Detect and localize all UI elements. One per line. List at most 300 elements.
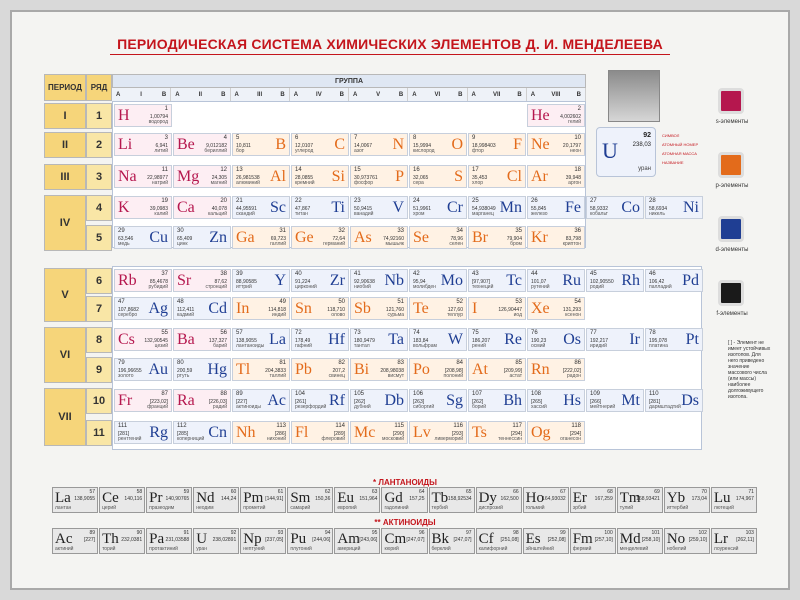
element-name: вольфрам	[413, 343, 437, 349]
row-label: 4	[86, 195, 112, 221]
element-Mc	[350, 421, 408, 444]
atomic-mass: 138,9055	[236, 338, 257, 344]
element-name: скандий	[236, 211, 255, 217]
subgroup-a-label: A	[353, 91, 358, 98]
element-Pu	[287, 528, 333, 554]
atomic-number: 67	[560, 489, 566, 495]
element-name: борий	[472, 404, 487, 410]
isotope-note: [ ] - Элемент не имеет устойчивых изотопов. Для него приведено значение массового числа (или массы) наиболее долгоживущего изотопа.	[728, 340, 771, 400]
element-name: бром	[510, 241, 522, 247]
atomic-number: 92	[230, 530, 237, 536]
atomic-mass: 14,0067	[354, 143, 373, 149]
lanthanides-row	[52, 487, 758, 513]
sample-symbol: U	[602, 138, 618, 163]
element-Eu	[334, 487, 380, 513]
element-name: лантан	[55, 505, 72, 511]
element-Sn	[291, 297, 349, 320]
element-Yb	[664, 487, 710, 513]
legend-swatch	[718, 152, 744, 178]
group-number: III	[257, 91, 263, 98]
atomic-mass: 174,967	[735, 496, 754, 502]
atomic-mass: 140,90765	[165, 496, 190, 502]
element-Er	[570, 487, 616, 513]
element-symbol: Cf	[478, 531, 494, 547]
element-symbol: Sm	[290, 490, 311, 506]
element-symbol: Mg	[177, 168, 200, 185]
element-name: празеодим	[149, 505, 175, 511]
atomic-number: 83	[397, 360, 404, 366]
atomic-number: 37	[161, 271, 168, 277]
subgroup-a-label: A	[471, 91, 476, 98]
element-Pb	[291, 358, 349, 381]
atomic-mass: 32,065	[413, 175, 429, 181]
atomic-mass: 107,8682	[118, 307, 139, 313]
element-symbol: Lv	[413, 424, 431, 441]
atomic-mass: [281]	[649, 399, 661, 405]
row-label: 11	[86, 420, 112, 446]
element-K	[114, 196, 172, 219]
element-Gd	[381, 487, 427, 513]
element-symbol: Eu	[337, 490, 355, 506]
atomic-mass: 121,760	[385, 307, 404, 313]
atomic-number: 19	[161, 198, 168, 204]
element-name: прометий	[243, 505, 266, 511]
element-name: лютеций	[713, 505, 734, 511]
atomic-number: 59	[183, 489, 190, 495]
element-Ni	[645, 196, 703, 219]
group-header: ГРУППА	[112, 74, 586, 88]
element-symbol: Cr	[447, 199, 463, 216]
atomic-mass: [285]	[177, 431, 189, 437]
element-symbol: Sn	[295, 300, 312, 317]
atomic-number: 44	[531, 271, 538, 277]
group-number: VIII	[551, 91, 561, 98]
sample-label: АТОМНЫЙ НОМЕР	[662, 142, 699, 147]
element-Os	[527, 328, 585, 351]
element-symbol: Te	[413, 300, 429, 317]
element-name: бериллий	[204, 148, 227, 154]
element-symbol: Al	[270, 168, 286, 185]
element-name: менделевий	[619, 546, 649, 552]
element-symbol: Ti	[331, 199, 345, 216]
element-symbol: Th	[102, 531, 119, 547]
atomic-mass: 39,0983	[149, 206, 168, 212]
atomic-number: 98	[513, 530, 519, 536]
element-symbol: Si	[331, 168, 345, 185]
element-symbol: Ac	[55, 531, 73, 547]
element-name: азот	[354, 148, 364, 154]
element-symbol: Ga	[236, 229, 255, 246]
group-VI	[408, 88, 467, 101]
element-symbol: Re	[504, 331, 522, 348]
element-name: углерод	[295, 148, 314, 154]
element-name: неон	[569, 148, 581, 154]
atomic-mass: 58,6934	[649, 206, 668, 212]
element-symbol: Sg	[446, 392, 463, 409]
element-Au	[114, 358, 172, 381]
element-symbol: Ni	[683, 199, 699, 216]
element-symbol: Co	[621, 199, 640, 216]
element-symbol: Dy	[478, 490, 497, 506]
atomic-mass: [209,99]	[503, 368, 522, 374]
element-Cn	[173, 421, 231, 444]
element-symbol: Ho	[525, 490, 544, 506]
element-name: золото	[118, 373, 134, 379]
element-name: медь	[118, 241, 130, 247]
element-name: литий	[154, 148, 168, 154]
element-name: серебро	[118, 312, 138, 318]
atomic-mass: [237,05]	[265, 537, 284, 543]
element-name: осмий	[531, 343, 546, 349]
element-name: таллий	[269, 373, 286, 379]
element-name: свинец	[328, 373, 345, 379]
atomic-mass: [257,10]	[594, 537, 613, 543]
subgroup-b-label: B	[161, 91, 167, 98]
element-S	[409, 165, 467, 188]
element-symbol: Ds	[681, 392, 699, 409]
sample-name: уран	[638, 166, 651, 172]
page-title: ПЕРИОДИЧЕСКАЯ СИСТЕМА ХИМИЧЕСКИХ ЭЛЕМЕНТОВ Д. И. МЕНДЕЛЕЕВА	[117, 36, 663, 52]
atomic-number: 70	[701, 489, 707, 495]
element-name: калифорний	[478, 546, 508, 552]
actinides-label: ** АКТИНОИДЫ	[374, 518, 436, 527]
element-symbol: Bi	[354, 361, 370, 378]
atomic-mass: [252,08]	[547, 537, 566, 543]
element-name: олово	[331, 312, 345, 318]
atomic-mass: 1,00794	[149, 114, 168, 120]
element-symbol: Rh	[621, 272, 640, 289]
atomic-number: 118	[571, 423, 581, 429]
atomic-mass: 150,36	[315, 496, 331, 502]
atomic-mass: 92,90638	[354, 279, 375, 285]
element-Se	[409, 226, 467, 249]
atomic-mass: 65,409	[177, 236, 193, 242]
element-Cf	[476, 528, 522, 554]
element-Hs	[527, 389, 585, 412]
atomic-number: 103	[745, 530, 754, 536]
element-He	[527, 104, 585, 127]
element-Am	[334, 528, 380, 554]
element-symbol: Pm	[243, 490, 264, 506]
element-Br	[468, 226, 526, 249]
element-name: мейтнерий	[590, 404, 616, 410]
element-symbol: K	[118, 199, 130, 216]
element-name: эрбий	[572, 505, 587, 511]
element-name: платина	[649, 343, 668, 349]
element-symbol: Ar	[531, 168, 548, 185]
element-symbol: Xe	[531, 300, 550, 317]
atomic-number: 110	[649, 391, 659, 397]
period-label: VI	[44, 327, 86, 383]
element-name: нептуний	[243, 546, 265, 552]
element-La	[232, 328, 290, 351]
element-symbol: Es	[525, 531, 541, 547]
element-Og	[527, 421, 585, 444]
element-symbol: Ru	[562, 272, 581, 289]
legend-swatch	[718, 280, 744, 306]
element-symbol: Cu	[149, 229, 168, 246]
atomic-mass: 78,96	[450, 236, 463, 242]
atomic-mass: [294]	[510, 431, 522, 437]
atomic-number: 62	[324, 489, 331, 495]
element-name: фтор	[472, 148, 484, 154]
element-symbol: Rg	[149, 424, 168, 441]
atomic-mass: [262,11]	[736, 537, 754, 543]
atomic-number: 61	[277, 489, 284, 495]
element-name: диспрозий	[478, 505, 503, 511]
element-name: сиборгий	[413, 404, 435, 410]
element-name: аргон	[568, 180, 581, 186]
group-number: VI	[434, 91, 441, 98]
subgroup-b-label: B	[398, 91, 404, 98]
element-name: московий	[382, 436, 404, 442]
atomic-number: 96	[418, 530, 425, 536]
element-name: кобальт	[590, 211, 608, 217]
element-symbol: Ce	[102, 490, 119, 506]
atomic-number: 106	[413, 391, 424, 397]
element-symbol: Tl	[236, 361, 251, 378]
element-symbol: Os	[563, 331, 581, 348]
element-name: уран	[196, 546, 207, 552]
element-Ds	[645, 389, 703, 412]
element-name: америций	[337, 546, 361, 552]
atomic-mass: 207,2	[332, 368, 345, 374]
legend-label: d-элементы	[715, 247, 749, 253]
atomic-mass: 55,845	[531, 206, 547, 212]
atomic-number: 43	[472, 271, 479, 277]
element-symbol: Rb	[118, 272, 137, 289]
atomic-mass: 151,964	[359, 496, 378, 502]
element-name: иридий	[590, 343, 607, 349]
atomic-number: 51	[397, 299, 404, 305]
element-symbol: Fm	[572, 531, 593, 547]
element-No	[664, 528, 710, 554]
atomic-number: 13	[236, 167, 243, 173]
subgroup-b-label: B	[458, 91, 463, 98]
element-symbol: Nb	[384, 272, 404, 289]
sample-number: 92	[643, 132, 651, 139]
element-symbol: Tm	[619, 490, 641, 506]
atomic-mass: [226,03]	[208, 399, 227, 405]
atomic-number: 63	[371, 489, 378, 495]
element-name: дубний	[354, 404, 371, 410]
row-label: 7	[86, 296, 112, 322]
atomic-mass: 79,904	[506, 236, 522, 242]
atomic-mass: 126,90447	[498, 307, 522, 313]
element-name: цинк	[177, 241, 188, 247]
atomic-mass: [227]	[236, 399, 248, 405]
element-Ho	[523, 487, 569, 513]
element-As	[350, 226, 408, 249]
element-symbol: Nh	[236, 424, 256, 441]
element-Y	[232, 269, 290, 292]
atomic-number: 89	[89, 530, 96, 536]
element-symbol: Ge	[295, 229, 314, 246]
atomic-number: 65	[466, 489, 472, 495]
element-name: рутений	[531, 284, 550, 290]
atomic-number: 91	[183, 530, 190, 536]
element-symbol: Pa	[149, 531, 165, 547]
element-Bi	[350, 358, 408, 381]
sample-cell	[596, 127, 656, 177]
element-At	[468, 358, 526, 381]
element-name: натрий	[151, 180, 168, 186]
subgroup-a-label: A	[293, 91, 299, 98]
atomic-number: 7	[354, 135, 358, 141]
element-name: мышьяк	[385, 241, 404, 247]
element-name: ртуть	[177, 373, 190, 379]
atomic-number: 115	[394, 423, 404, 429]
legend-label: p-элементы	[715, 183, 749, 189]
element-Po	[409, 358, 467, 381]
element-symbol: Rf	[329, 392, 345, 409]
atomic-mass: 35,453	[472, 175, 488, 181]
atomic-mass: 69,723	[270, 236, 286, 242]
element-name: церий	[102, 505, 117, 511]
atomic-number: 77	[590, 330, 597, 336]
element-C	[291, 133, 349, 156]
atomic-number: 45	[590, 271, 597, 277]
element-Fr	[114, 389, 172, 412]
period-label: V	[44, 268, 86, 322]
atomic-mass: [258,10]	[641, 537, 660, 543]
period-label: I	[44, 103, 86, 129]
atomic-mass: [97,907]	[472, 279, 491, 285]
element-Pm	[240, 487, 286, 513]
atomic-mass: 47,867	[295, 206, 311, 212]
atomic-mass: 54,938049	[472, 206, 496, 212]
atomic-mass: 140,116	[124, 496, 143, 502]
element-Ir	[586, 328, 644, 351]
atomic-number: 71	[748, 489, 754, 495]
atomic-number: 52	[456, 299, 463, 305]
atomic-mass: 95,94	[413, 279, 426, 285]
atomic-number: 94	[324, 530, 331, 536]
subgroup-b-label: B	[339, 91, 344, 98]
element-name: гелий	[568, 119, 581, 125]
element-name: галлий	[270, 241, 286, 247]
element-Tb	[429, 487, 475, 513]
element-Bh	[468, 389, 526, 412]
element-Ba	[173, 328, 231, 351]
element-symbol: Fl	[295, 424, 309, 441]
element-name: флеровий	[321, 436, 345, 442]
element-symbol: P	[395, 168, 404, 185]
element-name: кислород	[413, 148, 435, 154]
atomic-number: 30	[177, 228, 184, 234]
element-name: иттербий	[666, 505, 689, 511]
element-name: сурьма	[387, 312, 404, 318]
element-symbol: Fr	[118, 392, 133, 409]
element-symbol: Ra	[177, 392, 195, 409]
element-Rf	[291, 389, 349, 412]
atomic-number: 113	[276, 423, 286, 429]
element-U	[193, 528, 239, 554]
atomic-number: 15	[354, 167, 361, 173]
atomic-number: 73	[354, 330, 361, 336]
element-name: хлор	[472, 180, 484, 186]
atomic-number: 100	[604, 530, 613, 536]
element-symbol: Cn	[208, 424, 227, 441]
element-Ta	[350, 328, 408, 351]
atomic-number: 114	[335, 423, 345, 429]
atomic-mass: 106,42	[649, 279, 665, 285]
atomic-number: 57	[236, 330, 243, 336]
period-label: III	[44, 164, 86, 190]
element-Rh	[586, 269, 644, 292]
element-Sc	[232, 196, 290, 219]
element-Rb	[114, 269, 172, 292]
row-header: РЯД	[86, 74, 112, 101]
element-Xe	[527, 297, 585, 320]
atomic-number: 80	[177, 360, 184, 366]
element-symbol: I	[472, 300, 478, 317]
subgroup-b-label: B	[517, 91, 522, 98]
element-symbol: Zn	[209, 229, 227, 246]
atomic-mass: [263]	[413, 399, 425, 405]
element-Th	[99, 528, 145, 554]
element-Ag	[114, 297, 172, 320]
atomic-number: 3	[164, 135, 168, 141]
element-Rn	[527, 358, 585, 381]
atomic-number: 4	[223, 135, 227, 141]
element-Ac	[52, 528, 98, 554]
element-Ne	[527, 133, 585, 156]
atomic-mass: 138,9055	[74, 496, 96, 502]
element-symbol: Tc	[506, 272, 522, 289]
element-symbol: Ac	[267, 392, 286, 409]
element-Ra	[173, 389, 231, 412]
atomic-mass: 50,9415	[354, 206, 373, 212]
element-Te	[409, 297, 467, 320]
atomic-number: 58	[136, 489, 143, 495]
element-O	[409, 133, 467, 156]
atomic-mass: 178,49	[295, 338, 311, 344]
element-symbol: Mn	[499, 199, 522, 216]
element-Be	[173, 133, 231, 156]
atomic-mass: 127,60	[447, 307, 463, 313]
atomic-number: 99	[560, 530, 566, 536]
element-symbol: Cm	[384, 531, 407, 547]
row-label: 1	[86, 103, 112, 129]
element-Nh	[232, 421, 290, 444]
element-symbol: Hs	[563, 392, 581, 409]
element-Pt	[645, 328, 703, 351]
atomic-mass: 44,95591	[236, 206, 257, 212]
element-symbol: N	[392, 136, 404, 153]
atomic-mass: 183,84	[413, 338, 429, 344]
atomic-mass: 58,9332	[590, 206, 609, 212]
element-name: ливерморий	[434, 436, 463, 442]
legend-label: s-элементы	[715, 119, 749, 125]
element-symbol: Gd	[384, 490, 403, 506]
atomic-number: 35	[515, 228, 522, 234]
atomic-mass: [265]	[531, 399, 543, 405]
atomic-mass: 30,973761	[354, 175, 378, 181]
element-W	[409, 328, 467, 351]
element-name: цезий	[154, 343, 168, 349]
atomic-mass: 24,305	[211, 175, 227, 181]
element-symbol: Be	[177, 136, 195, 153]
atomic-number: 53	[515, 299, 522, 305]
atomic-number: 16	[413, 167, 420, 173]
element-La	[52, 487, 98, 513]
atomic-number: 33	[397, 228, 404, 234]
atomic-number: 34	[456, 228, 463, 234]
atomic-number: 105	[354, 391, 365, 397]
element-Nd	[193, 487, 239, 513]
atomic-mass: 87,62	[214, 279, 227, 285]
